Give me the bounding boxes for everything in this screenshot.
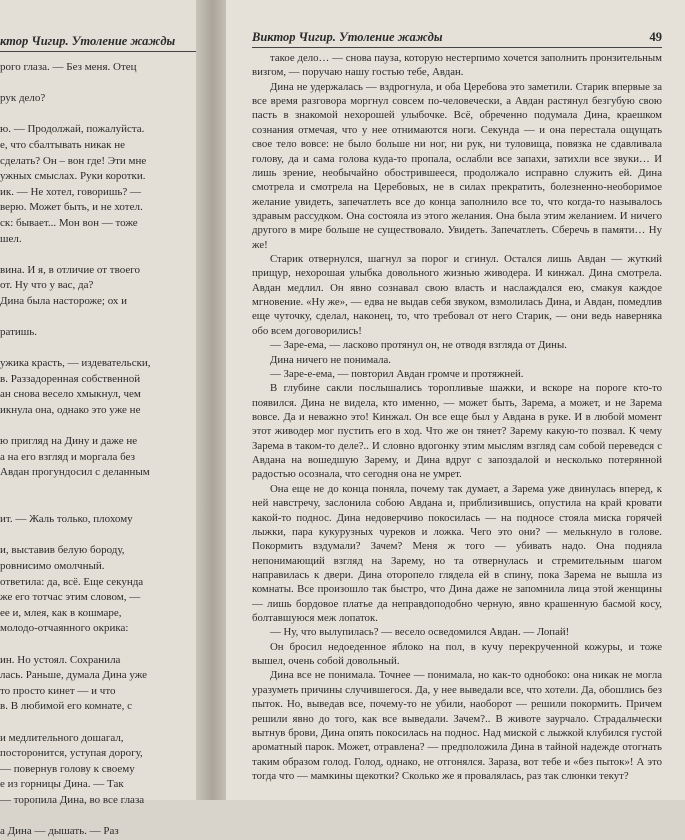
left-page-header: ктор Чигир. Утоление жажды <box>0 34 196 52</box>
right-page-text <box>252 51 662 783</box>
text-line: в. Раззадоренная собственной <box>0 372 141 385</box>
text-line: ик. — Не хотел, говоришь? — <box>0 185 142 198</box>
text-line: е, что сбалтывать никак не <box>0 138 126 151</box>
text-line: же его тотчас этим словом, — <box>0 591 141 604</box>
paragraph: Старик отвернулся, шагнул за порог и сгинул. Остался лишь Авдан — жуткий прищур, нехорошая улыбка довольного жизнью живодера. И кинжал. Дина смотрела. Авдан медлил. Он явно сознавал свою власть и наслаждался ею, смакуя каждое мгновение. «Ну же», — едва не выдав себя звуком, взмолилась Дина, и Авдан, помедлив еще чуточку, сделал, наконец, то, что требовал от него Старик, — они ведь наверняка обо всем договорились! <box>252 253 662 337</box>
text-line: е из горницы Дина. — Так <box>0 778 124 791</box>
paragraph: Дина ничего не понимала. <box>270 353 391 366</box>
left-page-text <box>0 60 196 840</box>
paragraph: Дина все не понимала. Точнее — понимала, но как-то однобоко: она никак не могла уразуметь причины случившегося. Да, у нее выведали все, что хотели. Да, обошлись без пыток. Но, выведав все, почему-то не убили, наоборот — решили покормить. Причем решили явно до того, как все выведали. Зачем?.. В животе заурчало. Страдальчески вытнув брови, Дина опять покосилась на поднос. Над миской с лыжкой клубился густой ароматный парок. Может, отравлена? — предположила Дина в тайной надежде отогнать таким образом голод. Голод, однако, не отгонялся. Зараза, вот тебе и «без пыток»! А это тогда что — мамкины щекотки? Сколько же я провалялась, раз так слюнки текут? <box>252 669 662 782</box>
text-line <box>0 247 196 263</box>
text-line <box>0 637 196 653</box>
text-line <box>0 809 196 825</box>
text-line: и медлительного дошагал, <box>0 731 124 744</box>
text-line: ю пригляд на Дину и даже не <box>0 435 138 448</box>
text-line: а Дина — дышать. — Раз <box>0 825 119 838</box>
text-line <box>0 107 196 123</box>
text-line: шел. <box>0 232 22 245</box>
text-line <box>0 715 196 731</box>
text-line: ю. — Продолжай, пожалуйста. <box>0 123 145 136</box>
paragraph: — Заре-ема, — ласково протянул он, не отводя взгляда от Дины. <box>270 339 567 352</box>
text-line <box>0 497 196 513</box>
right-page-header <box>252 30 662 48</box>
left-page <box>0 0 196 838</box>
text-line: лась. Раньше, думала Дина уже <box>0 669 148 682</box>
running-title: Виктор Чигир. Утоление жажды <box>252 30 443 44</box>
text-line: а на его взгляд и моргала без <box>0 450 135 463</box>
page-number: 49 <box>649 30 662 44</box>
text-line: икнула она, однако это уже не <box>0 404 141 417</box>
text-line: ее и, млея, как в кошмаре, <box>0 606 122 619</box>
text-line: от. Ну что у вас, да? <box>0 279 94 292</box>
text-line: ск: бывает... Мон вон — тоже <box>0 216 138 229</box>
text-line: ответила: да, всё. Еще секунда <box>0 575 144 588</box>
text-line: рук дело? <box>0 92 46 105</box>
text-line: ратишь. <box>0 326 38 339</box>
right-page <box>226 0 685 800</box>
text-line: ужика красть, — издевательски, <box>0 357 151 370</box>
paragraph: такое дело… — снова пауза, которую нестерпимо хочется заполнить пронзительным визгом, — поручаю нашу гостью тебе, Авдан. <box>252 52 662 79</box>
text-line: ан снова весело хмыкнул, чем <box>0 388 141 401</box>
text-line: ин. Но устоял. Сохранила <box>0 653 121 666</box>
text-line: сделать? Он – вон где! Эти мне <box>0 154 147 167</box>
text-line: Дина была настороже; ох и <box>0 294 128 307</box>
text-line: ровнисимо омолчный. <box>0 560 105 572</box>
paragraph: — Ну, что вылупилась? — весело осведомился Авдан. — Лопай! <box>270 626 570 639</box>
text-line: верю. Может быть, и не хотел. <box>0 201 143 214</box>
paragraph: Она еще не до конца поняла, почему так думает, а Зарема уже двинулась вперед, к ней навстречу, заслонила собою Авдана и, приблизившись, опустила на край кровати какой-то поднос. Дина недоверчиво покосилась — на подносе стояла миска горячей лыжки, пара кукурузных чуреков и ложка. Чего это они? — мелькнуло в голове. Покормить вздумали? Зачем? Меня ж того — убивать надо. Она подняла непонимающий взгляд на Зарему, но та отвернулась и стремительным шагом направилась к двери. Дина оторопело глядела ей в спину, пока Зарема не вышла из комнаты. Все произошло так быстро, что Дина даже не запомнила лица этой женщины — лишь бордовое платье да неправдоподобно черную, явно крашенную басмой косу, болтавшуюся меж лопаток. <box>252 482 662 625</box>
text-line <box>0 481 196 497</box>
text-line: вина. И я, в отличие от твоего <box>0 263 140 276</box>
text-line: то просто кинет — и что <box>0 684 116 697</box>
text-line <box>0 310 196 326</box>
text-line: в. В любимой его комнате, с <box>0 700 133 713</box>
text-line: Авдан прогундосил с деланным <box>0 466 150 479</box>
text-line <box>0 341 196 357</box>
paragraph: Дина не удержалась — вздрогнула, и оба Церебова это заметили. Старик впервые за все время разговора моргнул совсем по-человечески, а Авдан растянул безгубую свою пасть в знакомой нехорошей улыбочке. Всё, обреченно подумала Дина, краешком сознания отмечая, что у нее отнимаются ноги. Секунда — и она перестала ощущать свое тело вовсе: не было больше ни ног, ни рук, ни туловища, повязка не сдавливала голову, да и сама голова куда-то пропала, ослабли все запахи, затихли все звуки… И лишь зрение, необычайно обострившееся, продолжало исправно служить ей. Дина смотрела и смотрела на Церебовых, не в силах прекратить, болезненно-необоримое желание увидеть, запечатлеть все до конца заполнило все то, что когда-то называлось здравым рассудком. Она состояла из этого желания. Она была этим желанием. И ничего другого в мире больше не существовало. Увидеть. Запечатлеть. Сберечь в памяти… Ну же! <box>252 80 662 251</box>
text-line: ужных смыслах. Руки коротки. <box>0 170 146 183</box>
text-line: посторонится, уступая дорогу, <box>0 747 143 760</box>
text-line <box>0 76 196 92</box>
text-line: молодо-отчаянного окрика: <box>0 622 129 635</box>
text-line <box>0 419 196 435</box>
text-line <box>0 528 196 544</box>
paragraph: — Заре-е-ема, — повторил Авдан громче и протяжней. <box>270 367 524 380</box>
text-line: — торопила Дина, во все глаза <box>0 793 145 806</box>
paragraph: Он бросил недоеденное яблоко на пол, в кучу перекрученной кожуры, и тоже вышел, очень собой довольный. <box>252 640 662 668</box>
text-line: рого глаза. — Без меня. Отец <box>0 61 137 73</box>
text-line: — повернув голову к своему <box>0 762 135 775</box>
text-line: и, выставив белую бороду, <box>0 544 125 557</box>
paragraph: В глубине сакли послышались торопливые шажки, и вскоре на пороге кто-то появился. Дина не видела, кто именно, — может быть, Зарема, а может, и не Зарема вовсе. Да и неважно это! Кинжал. Он все еще был у Авдана в руке. И в любой момент этот живодер мог пустить его в ход. Что же он тянет? Зарему какую-то позвал. К чему Зарема в таком-то деле?.. И словно вдогонку этим мыслям взгляд сам собой переведся с Авдана на вошедшую Зарему, и Дина вдруг с запоздалой и несколько потерянной радостью осознала, что сегодня она не умрет. <box>252 382 662 481</box>
book-gutter <box>196 0 226 800</box>
text-line: ит. — Жаль только, плохому <box>0 513 133 526</box>
